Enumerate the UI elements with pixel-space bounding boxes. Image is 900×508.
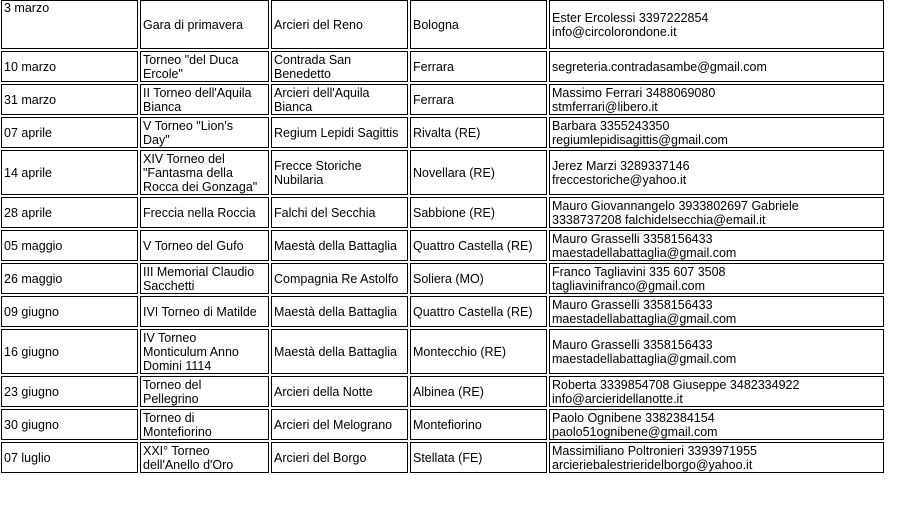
date-cell: 3 marzo [1,0,138,49]
date-cell: 31 marzo [1,84,138,115]
event-cell: Torneo del Pellegrino [140,376,269,407]
date-cell: 14 aprile [1,150,138,195]
table-row [1,263,884,294]
place-cell: Ferrara [410,84,547,115]
table-row [1,409,884,440]
contact-cell: Massimiliano Poltronieri 3393971955 arcieriebalestrieridelborgo@yahoo.it [549,442,884,473]
organizer-cell: Maestà della Battaglia [271,329,408,374]
date-cell: 30 giugno [1,409,138,440]
organizer-cell: Arcieri del Melograno [271,409,408,440]
contact-cell: Jerez Marzi 3289337146 freccestoriche@yahoo.it [549,150,884,195]
organizer-cell: Maestà della Battaglia [271,230,408,261]
place-cell: Ferrara [410,51,547,82]
place-cell: Rivalta (RE) [410,117,547,148]
table-row [1,442,884,473]
organizer-cell: Compagnia Re Astolfo [271,263,408,294]
table-row [1,150,884,195]
table-row [1,84,884,115]
organizer-cell: Arcieri dell'Aquila Bianca [271,84,408,115]
table-row [1,117,884,148]
place-cell: Montefiorino [410,409,547,440]
date-cell: 07 luglio [1,442,138,473]
organizer-cell: Contrada San Benedetto [271,51,408,82]
table-row [1,329,884,374]
contact-cell: Ester Ercolessi 3397222854 info@circolorondone.it [549,0,884,49]
date-cell: 16 giugno [1,329,138,374]
event-cell: XXI° Torneo dell'Anello d'Oro [140,442,269,473]
organizer-cell: Frecce Storiche Nubilaria [271,150,408,195]
event-cell: IVI Torneo di Matilde [140,296,269,327]
contact-cell: Mauro Giovannangelo 3933802697 Gabriele 3338737208 falchidelsecchia@email.it [549,197,884,228]
contact-cell: Mauro Grasselli 3358156433 maestadellabattaglia@gmail.com [549,296,884,327]
event-cell: II Torneo dell'Aquila Bianca [140,84,269,115]
place-cell: Novellara (RE) [410,150,547,195]
organizer-cell: Maestà della Battaglia [271,296,408,327]
organizer-cell: Arcieri del Borgo [271,442,408,473]
date-cell: 23 giugno [1,376,138,407]
organizer-cell: Arcieri della Notte [271,376,408,407]
place-cell: Albinea (RE) [410,376,547,407]
event-cell: Torneo di Montefiorino [140,409,269,440]
place-cell: Soliera (MO) [410,263,547,294]
organizer-cell: Falchi del Secchia [271,197,408,228]
date-cell: 07 aprile [1,117,138,148]
place-cell: Quattro Castella (RE) [410,230,547,261]
event-cell: Torneo "del Duca Ercole" [140,51,269,82]
organizer-cell: Regium Lepidi Sagittis [271,117,408,148]
event-cell: Freccia nella Roccia [140,197,269,228]
table-row [1,230,884,261]
event-cell: III Memorial Claudio Sacchetti [140,263,269,294]
event-cell: V Torneo "Lion's Day" [140,117,269,148]
event-cell: XIV Torneo del "Fantasma della Rocca dei Gonzaga" [140,150,269,195]
place-cell: Quattro Castella (RE) [410,296,547,327]
organizer-cell: Arcieri del Reno [271,0,408,49]
date-cell: 05 maggio [1,230,138,261]
event-cell: V Torneo del Gufo [140,230,269,261]
date-cell: 26 maggio [1,263,138,294]
table-row [1,51,884,82]
place-cell: Stellata (FE) [410,442,547,473]
place-cell: Sabbione (RE) [410,197,547,228]
contact-cell: Massimo Ferrari 3488069080 stmferrari@libero.it [549,84,884,115]
date-cell: 09 giugno [1,296,138,327]
contact-cell: Mauro Grasselli 3358156433 maestadellabattaglia@gmail.com [549,329,884,374]
place-cell: Montecchio (RE) [410,329,547,374]
contact-cell: Paolo Ognibene 3382384154 paolo51ognibene@gmail.com [549,409,884,440]
contact-cell: Barbara 3355243350 regiumlepidisagittis@gmail.com [549,117,884,148]
table-row [1,0,884,49]
contact-cell: Mauro Grasselli 3358156433 maestadellabattaglia@gmail.com [549,230,884,261]
date-cell: 10 marzo [1,51,138,82]
table-row [1,296,884,327]
table-row [1,197,884,228]
contact-cell: segreteria.contradasambe@gmail.com [549,51,884,82]
table-row [1,376,884,407]
date-cell: 28 aprile [1,197,138,228]
event-cell: IV Torneo Monticulum Anno Domini 1114 [140,329,269,374]
event-cell: Gara di primavera [140,0,269,49]
contact-cell: Franco Tagliavini 335 607 3508 tagliavinifranco@gmail.com [549,263,884,294]
place-cell: Bologna [410,0,547,49]
contact-cell: Roberta 3339854708 Giuseppe 3482334922 info@arcieridellanotte.it [549,376,884,407]
